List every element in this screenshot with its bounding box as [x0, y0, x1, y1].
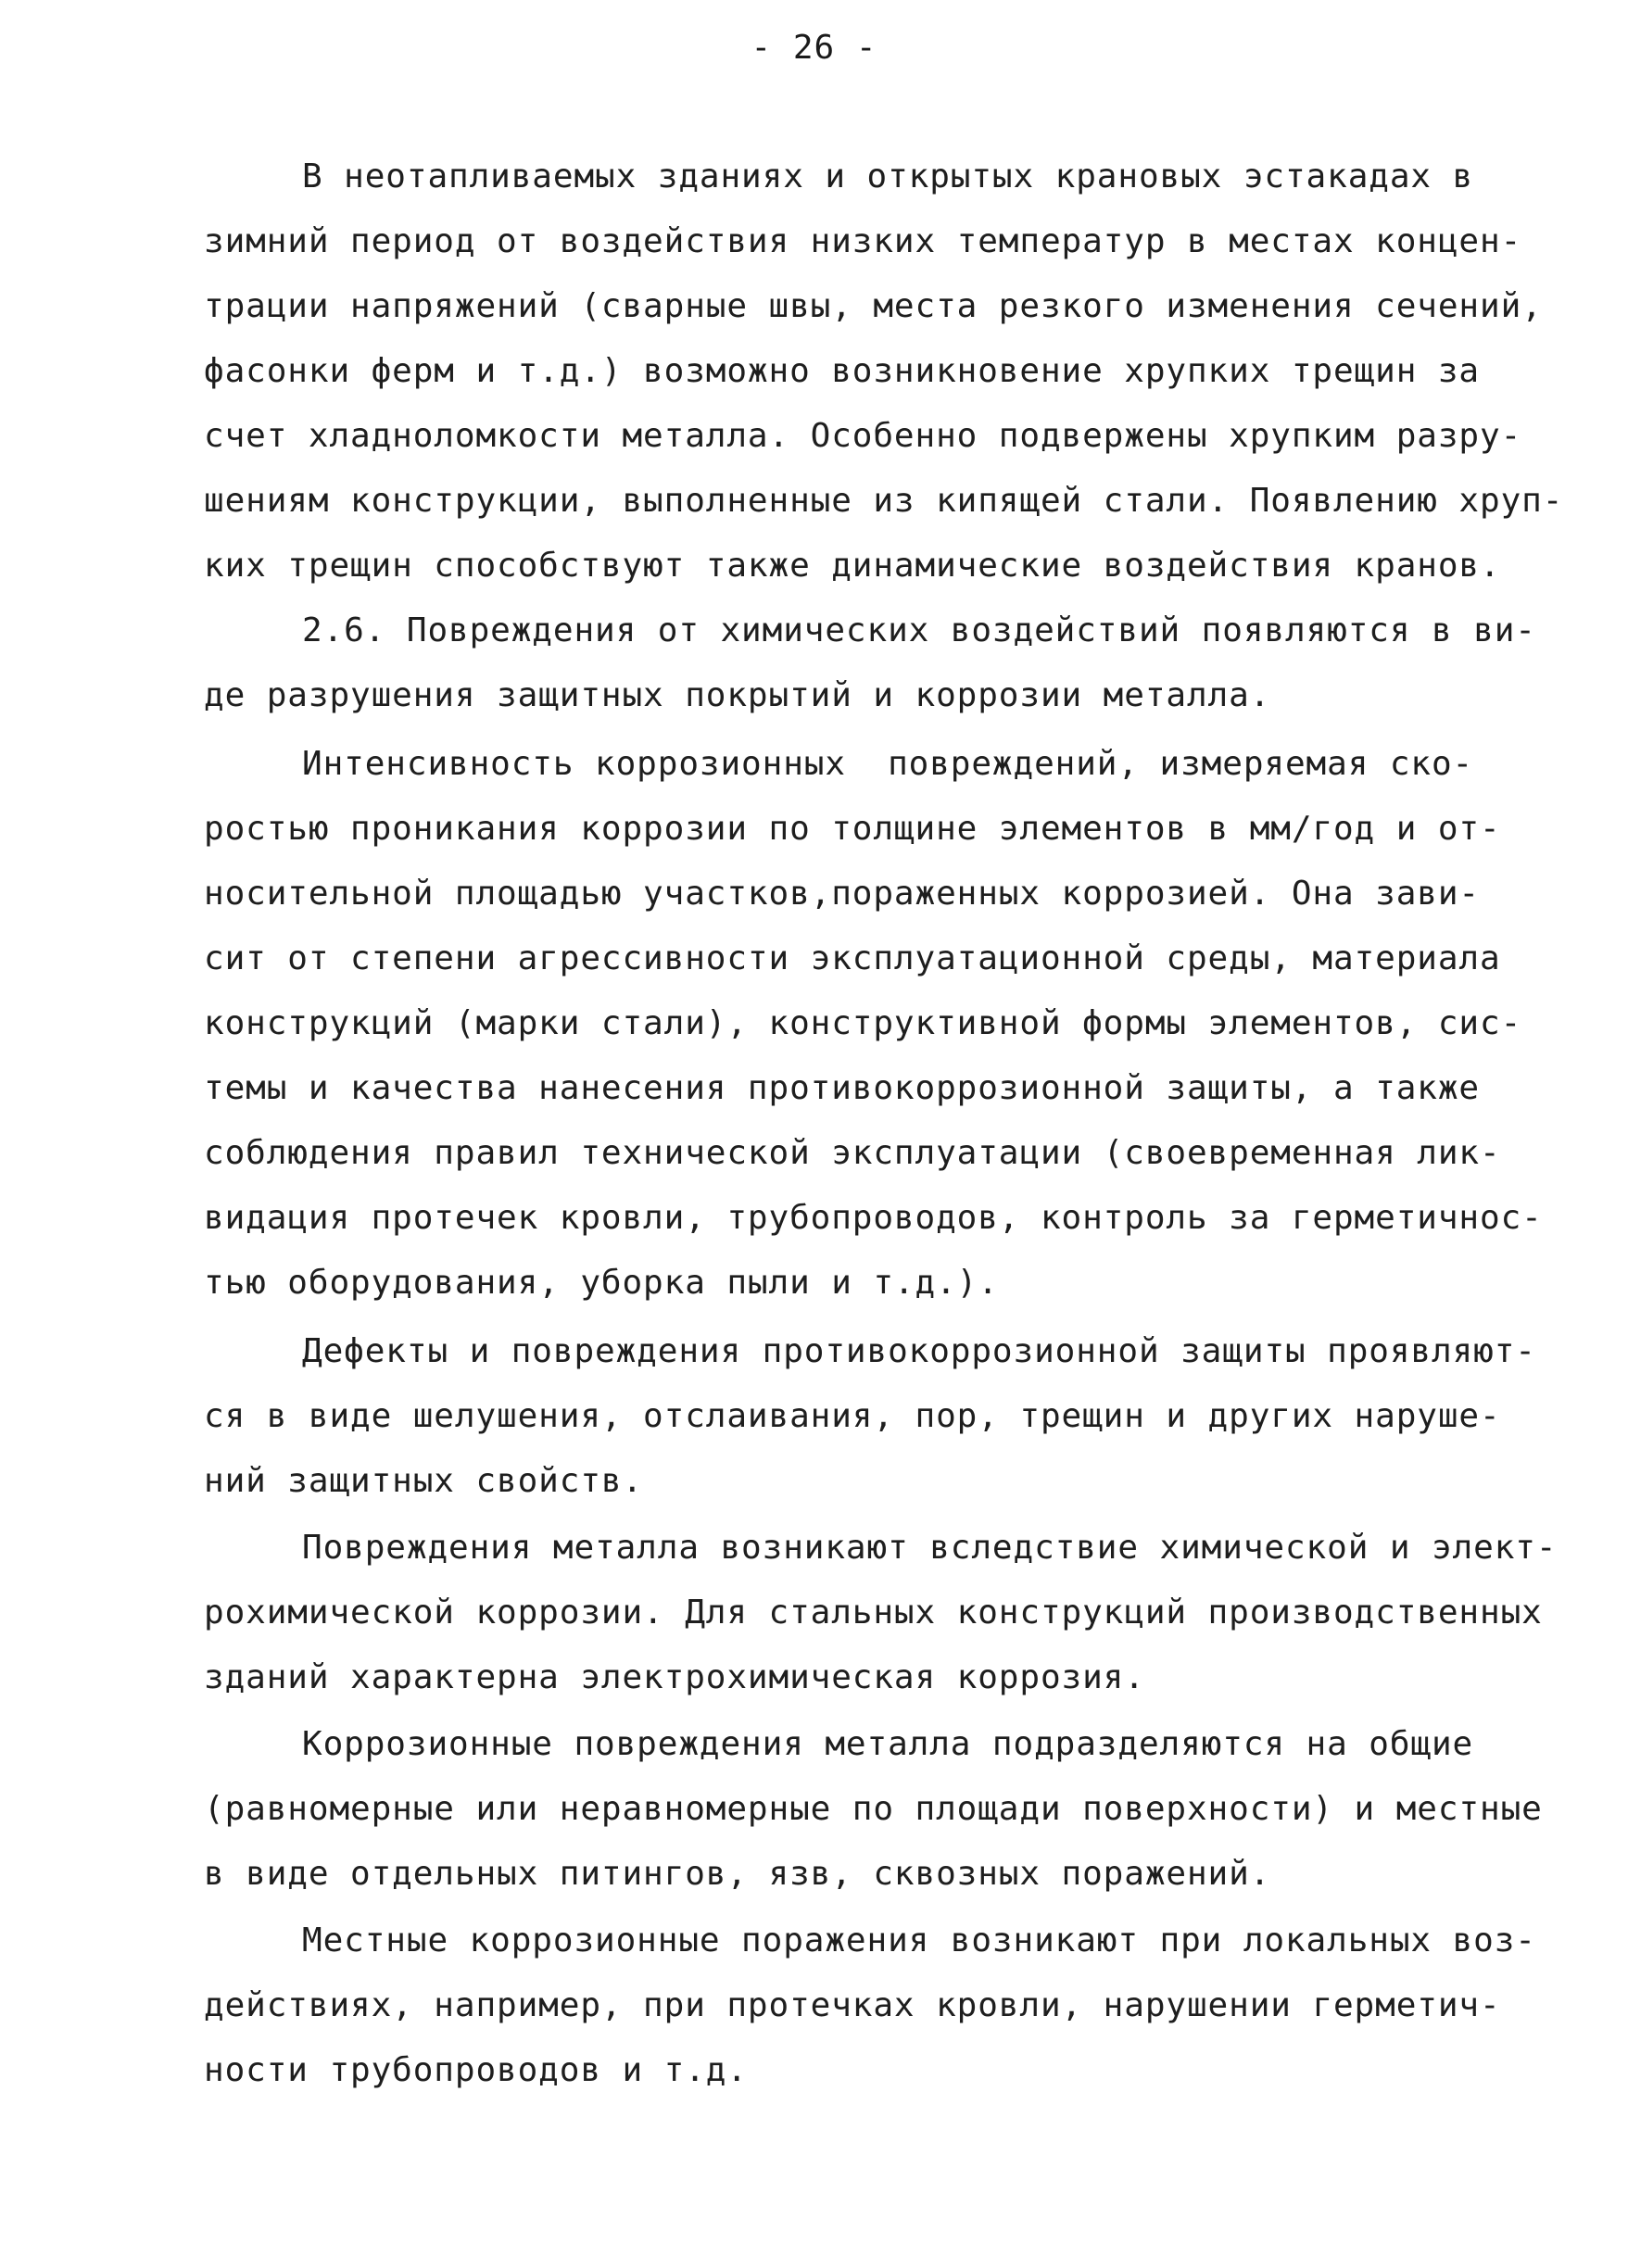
- text-line: тью оборудования, уборка пыли и т.д.).: [204, 1264, 999, 1302]
- text-line: В неотапливаемых зданиях и открытых крановых эстакадах в: [302, 158, 1474, 195]
- text-line: соблюдения правил технической эксплуатации (своевременная лик-: [204, 1134, 1501, 1172]
- text-line: в виде отдельных питингов, язв, сквозных поражений.: [204, 1855, 1271, 1893]
- text-line: (равномерные или неравномерные по площади поверхности) и местные: [204, 1790, 1543, 1828]
- text-line: рохимической коррозии. Для стальных конструкций производственных: [204, 1594, 1543, 1632]
- text-line: счет хладноломкости металла. Особенно подвержены хрупким разру-: [204, 417, 1522, 455]
- text-line: сит от степени агрессивности эксплуатационной среды, материала: [204, 939, 1501, 977]
- text-line: фасонки ферм и т.д.) возможно возникновение хрупких трещин за: [204, 352, 1481, 390]
- text-line: ких трещин способствуют также динамические воздействия кранов.: [204, 547, 1501, 585]
- text-line: Коррозионные повреждения металла подразделяются на общие: [302, 1725, 1474, 1763]
- text-line: зданий характерна электрохимическая коррозия.: [204, 1658, 1145, 1696]
- text-line: действиях, например, при протечках кровли, нарушении герметич-: [204, 1986, 1501, 2024]
- text-line: ростью проникания коррозии по толщине элементов в мм/год и от-: [204, 810, 1501, 848]
- text-line: зимний период от воздействия низких температур в местах концен-: [204, 222, 1522, 260]
- text-line: де разрушения защитных покрытий и коррозии металла.: [204, 676, 1271, 714]
- text-line: трации напряжений (сварные швы, места резкого изменения сечений,: [204, 287, 1543, 325]
- text-line: конструкций (марки стали), конструктивной формы элементов, сис-: [204, 1004, 1522, 1042]
- text-line: носительной площадью участков,пораженных коррозией. Она зави-: [204, 875, 1481, 913]
- text-line: Повреждения металла возникают вследствие химической и элект-: [302, 1529, 1558, 1567]
- text-line: Местные коррозионные поражения возникают при локальных воз-: [302, 1922, 1536, 1959]
- text-line: шениям конструкции, выполненные из кипящей стали. Появлению хруп-: [204, 482, 1564, 520]
- text-line: ся в виде шелушения, отслаивания, пор, трещин и других наруше-: [204, 1397, 1501, 1435]
- text-line: Дефекты и повреждения противокоррозионной защиты проявляют-: [302, 1332, 1536, 1370]
- text-line: Интенсивность коррозионных повреждений, измеряемая ско-: [302, 745, 1474, 783]
- text-line: видация протечек кровли, трубопроводов, контроль за герметичнос-: [204, 1199, 1543, 1237]
- text-line: 2.6. Повреждения от химических воздействий появляются в ви-: [302, 611, 1536, 649]
- page-number: - 26 -: [751, 29, 877, 67]
- text-line: темы и качества нанесения противокоррозионной защиты, а также: [204, 1069, 1481, 1107]
- text-line: ности трубопроводов и т.д.: [204, 2051, 748, 2089]
- text-line: ний защитных свойств.: [204, 1462, 644, 1500]
